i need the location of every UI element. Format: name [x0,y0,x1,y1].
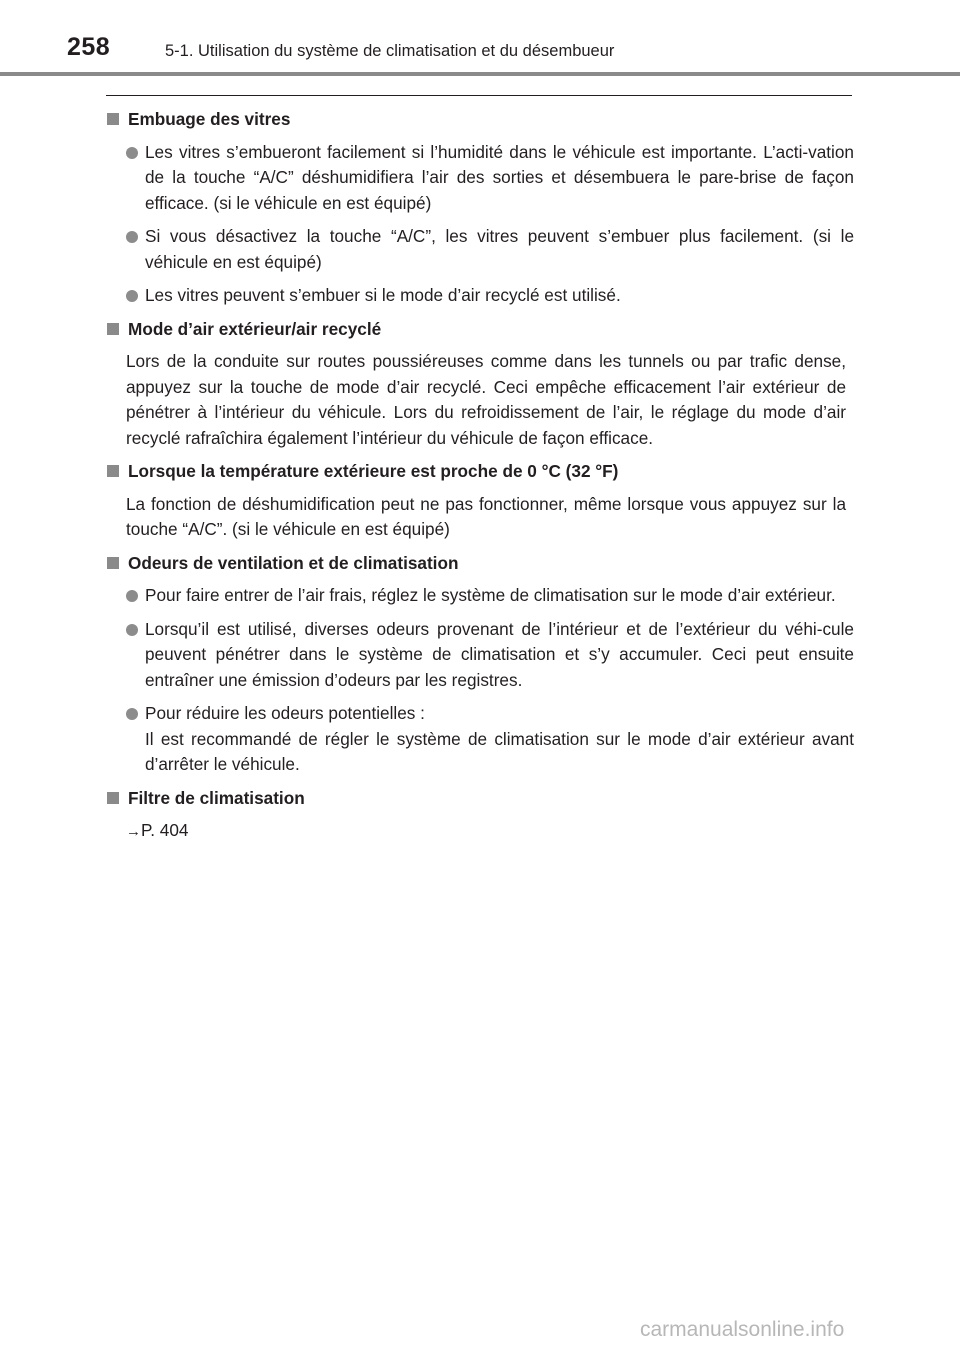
bullet-text-line: Il est recommandé de régler le système de climatisation sur le mode d’air extérieur avant d’arrêter le véhicule. [145,728,854,774]
round-bullet-icon [126,147,138,159]
bullet-item [106,583,854,609]
bullet-item [106,283,854,309]
paragraph: La fonction de déshumidification peut ne pas fonctionner, même lorsque vous appuyez sur la touche “A/C”. (si le véhicule en est équipé) [126,493,846,539]
round-bullet-icon [126,231,138,243]
section-heading [106,551,854,577]
section-heading [106,317,854,343]
heading-text: Lorsque la température extérieure est proche de 0 °C (32 °F) [128,461,619,481]
section-fogging [106,107,854,309]
heading-text: Odeurs de ventilation et de climatisation [128,552,459,573]
round-bullet-icon [126,590,138,602]
square-bullet-icon [107,557,119,569]
section-heading [106,786,854,812]
bullet-text: Si vous désactivez la touche “A/C”, les vitres peuvent s’embuer plus facilement. (si le véhicule en est équipé) [145,226,854,272]
chapter-title: 5-1. Utilisation du système de climatisation et du désembueur [165,42,615,60]
heading-text: Filtre de climatisation [128,787,305,808]
bullet-text: Les vitres peuvent s’embuer si le mode d’air recyclé est utilisé. [145,285,621,305]
round-bullet-icon [126,708,138,720]
heading-text: Mode d’air extérieur/air recyclé [128,318,382,339]
section-odors [106,551,854,778]
header-rule [0,72,960,76]
paragraph: Lors de la conduite sur routes poussiéreuses comme dans les tunnels ou par trafic dense, appuyez sur la touche de mode d’air recyclé. Ceci empêche efficacement l’air extérieur de pénétrer à l’intérieur du véhicule. Lors du refroidissement de l’air, le réglage du mode d’air recyclé rafraîchira également l’intérieur du véhicule de façon efficace. [126,351,846,448]
bullet-text: Les vitres s’embueront facilement si l’humidité dans le véhicule est importante. L’acti-vation de la touche “A/C” déshumidifiera l’air des sorties et désembuera le pare-brise de façon efficace. (si le véhicule en est équipé) [145,141,854,213]
square-bullet-icon [107,323,119,335]
round-bullet-icon [126,290,138,302]
page-content [106,107,854,853]
section-air-mode [106,317,854,452]
section-temperature [106,459,854,543]
bullet-item [106,224,854,275]
bullet-text-line: Pour réduire les odeurs potentielles : [145,703,425,723]
bullet-item [106,701,854,778]
heading-text: Embuage des vitres [128,109,291,129]
square-bullet-icon [107,113,119,125]
page-reference[interactable] [106,818,854,845]
section-filter [106,786,854,845]
bullet-item [106,140,854,217]
bullet-text: Pour faire entrer de l’air frais, réglez le système de climatisation sur le mode d’air extérieur. [145,585,836,605]
round-bullet-icon [126,624,138,636]
content-divider [106,95,852,96]
watermark: carmanualsonline.info [640,1318,845,1341]
page-header [0,0,960,78]
section-heading [106,459,854,485]
section-heading [106,107,854,133]
square-bullet-icon [107,465,119,477]
bullet-text: Lorsqu’il est utilisé, diverses odeurs provenant de l’intérieur et de l’extérieur du véhi-cule peuvent pénétrer dans le système de climatisation et s’y accumuler. Ceci peut ensuite entraîner une émission d’odeurs par les registres. [145,618,854,690]
page-number: 258 [67,33,111,61]
arrow-right-icon: → [126,823,141,840]
page-reference-text[interactable]: P. 404 [141,820,189,840]
bullet-item [106,617,854,694]
square-bullet-icon [107,792,119,804]
